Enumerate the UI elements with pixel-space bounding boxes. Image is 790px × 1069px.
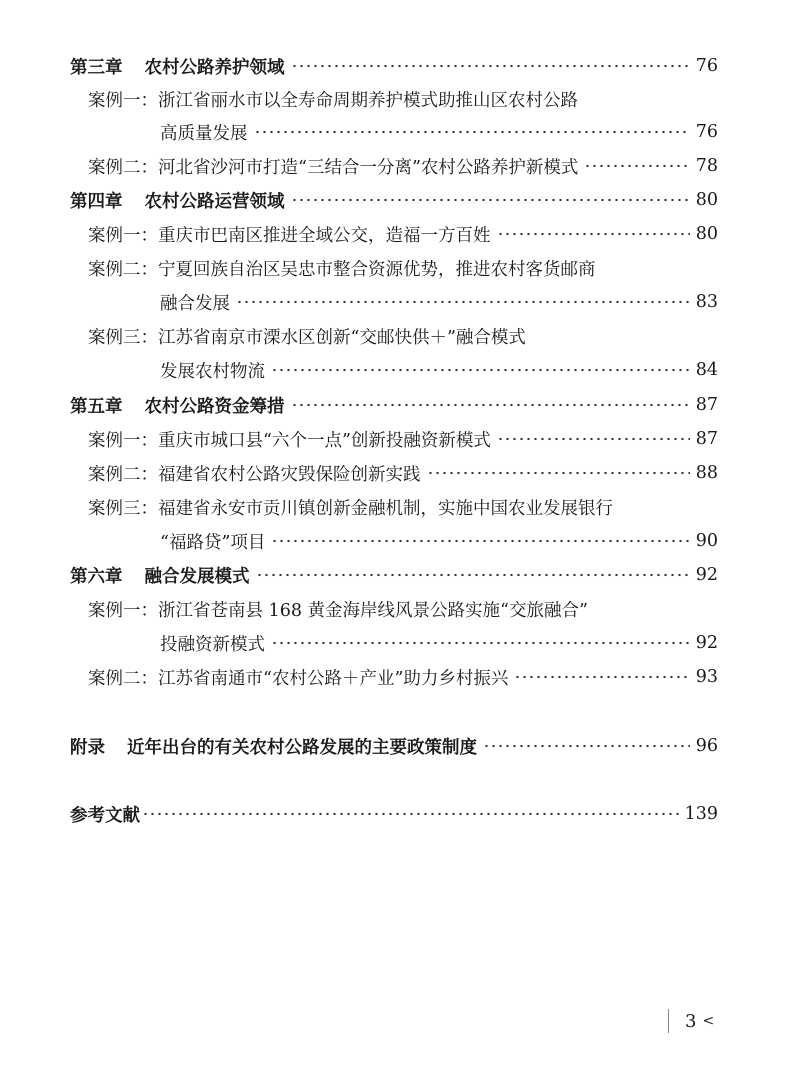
dot-leader	[497, 224, 690, 244]
chapter-title: 农村公路资金筹措	[144, 396, 285, 417]
toc-case-6-1-line1[interactable]	[88, 592, 718, 626]
toc-case-6-1-line2[interactable]	[160, 626, 718, 660]
page-number: 87	[695, 429, 718, 449]
toc-case-4-2-line1[interactable]	[88, 251, 718, 285]
appendix-label: 附录	[70, 737, 105, 758]
page-number: 87	[695, 395, 718, 415]
case-title: 福建省农村公路灾毁保险创新实践	[158, 464, 421, 485]
case-title: 浙江省苍南县 168 黄金海岸线风景公路实施“交旅融合”	[158, 600, 588, 621]
page-number: 76	[695, 122, 718, 142]
case-title: 江苏省南通市“农村公路＋产业”助力乡村振兴	[158, 668, 509, 689]
toc-case-5-1[interactable]	[88, 422, 718, 456]
case-label: 案例一：	[88, 430, 158, 451]
case-title: 江苏省南京市溧水区创新“交邮快供＋”融合模式	[158, 327, 526, 348]
arrow-left-icon: <	[702, 1013, 715, 1029]
case-title: 宁夏回族自治区吴忠市整合资源优势，推进农村客货邮商	[158, 259, 596, 280]
case-label: 案例三：	[88, 498, 158, 519]
dot-leader	[584, 156, 689, 176]
chapter-label: 第四章	[70, 191, 123, 212]
case-title-continued: 高质量发展	[160, 123, 248, 144]
case-title: 福建省永安市贡川镇创新金融机制，实施中国农业发展银行	[158, 498, 613, 519]
case-title: 重庆市城口县“六个一点”创新投融资新模式	[158, 430, 491, 451]
page-number: 92	[695, 633, 718, 653]
case-label: 案例二：	[88, 157, 158, 178]
toc-case-5-3-line1[interactable]	[88, 490, 718, 524]
toc-case-3-1-line1[interactable]	[88, 82, 718, 116]
toc-case-4-1[interactable]	[88, 217, 718, 251]
references-title: 参考文献	[70, 805, 140, 826]
page-number: 88	[695, 463, 718, 483]
page-number: 92	[695, 565, 718, 585]
page-number: 80	[695, 190, 718, 210]
case-title-continued: 投融资新模式	[160, 634, 265, 655]
chapter-label: 第三章	[70, 57, 123, 78]
dot-leader	[142, 804, 679, 824]
toc-references[interactable]	[70, 797, 718, 831]
toc-case-5-3-line2[interactable]	[160, 524, 718, 558]
page-number: 96	[695, 736, 718, 756]
dot-leader	[483, 736, 690, 756]
page-number: 84	[695, 360, 718, 380]
dot-leader	[427, 463, 690, 483]
dot-leader	[271, 360, 690, 380]
dot-leader	[256, 565, 690, 585]
dot-leader	[291, 190, 690, 210]
chapter-label: 第五章	[70, 396, 123, 417]
case-label: 案例二：	[88, 464, 158, 485]
toc-case-4-2-line2[interactable]	[160, 285, 718, 319]
toc-case-5-2[interactable]	[88, 456, 718, 490]
appendix-title: 近年出台的有关农村公路发展的主要政策制度	[127, 737, 477, 758]
dot-leader	[291, 56, 690, 76]
chapter-label: 第六章	[70, 566, 123, 587]
toc-case-6-2[interactable]	[88, 660, 718, 694]
dot-leader	[254, 122, 690, 142]
toc-case-3-1-line2[interactable]	[160, 115, 718, 149]
case-title: 重庆市巴南区推进全域公交，造福一方百姓	[158, 225, 491, 246]
page-number: 90	[695, 531, 718, 551]
case-title: 河北省沙河市打造“三结合一分离”农村公路养护新模式	[158, 157, 579, 178]
case-title-continued: 发展农村物流	[160, 361, 265, 382]
dot-leader	[291, 395, 690, 415]
dot-leader	[497, 429, 690, 449]
page-number: 76	[695, 56, 718, 76]
dot-leader	[271, 531, 689, 551]
toc-appendix[interactable]	[70, 729, 718, 763]
case-label: 案例二：	[88, 259, 158, 280]
page-number: 83	[695, 292, 718, 312]
dot-leader	[271, 633, 690, 653]
case-label: 案例三：	[88, 327, 158, 348]
page-number: 80	[695, 224, 718, 244]
page-number: 78	[695, 156, 718, 176]
toc-chapter-6[interactable]	[70, 558, 718, 592]
dot-leader	[514, 667, 689, 687]
toc-case-3-2[interactable]	[88, 149, 718, 183]
case-title: 浙江省丽水市以全寿命周期养护模式助推山区农村公路	[158, 90, 578, 111]
page-footer	[668, 1006, 714, 1036]
chapter-title: 融合发展模式	[144, 566, 250, 587]
toc-chapter-4[interactable]	[70, 183, 718, 217]
toc-chapter-3[interactable]	[70, 49, 718, 83]
chapter-title: 农村公路运营领域	[144, 191, 285, 212]
dot-leader	[236, 292, 690, 312]
case-label: 案例一：	[88, 225, 158, 246]
case-label: 案例一：	[88, 600, 158, 621]
case-title-continued: 融合发展	[160, 293, 230, 314]
chapter-title: 农村公路养护领域	[144, 57, 285, 78]
toc-case-4-3-line1[interactable]	[88, 319, 718, 353]
case-title-continued: “福路贷”项目	[160, 532, 266, 553]
page-number: 93	[695, 667, 718, 687]
toc-case-4-3-line2[interactable]	[160, 353, 718, 387]
case-label: 案例一：	[88, 90, 158, 111]
page-number: 139	[684, 804, 718, 824]
footer-page-number: 3	[685, 1010, 697, 1032]
toc-chapter-5[interactable]	[70, 388, 718, 422]
footer-divider	[668, 1009, 669, 1033]
case-label: 案例二：	[88, 668, 158, 689]
